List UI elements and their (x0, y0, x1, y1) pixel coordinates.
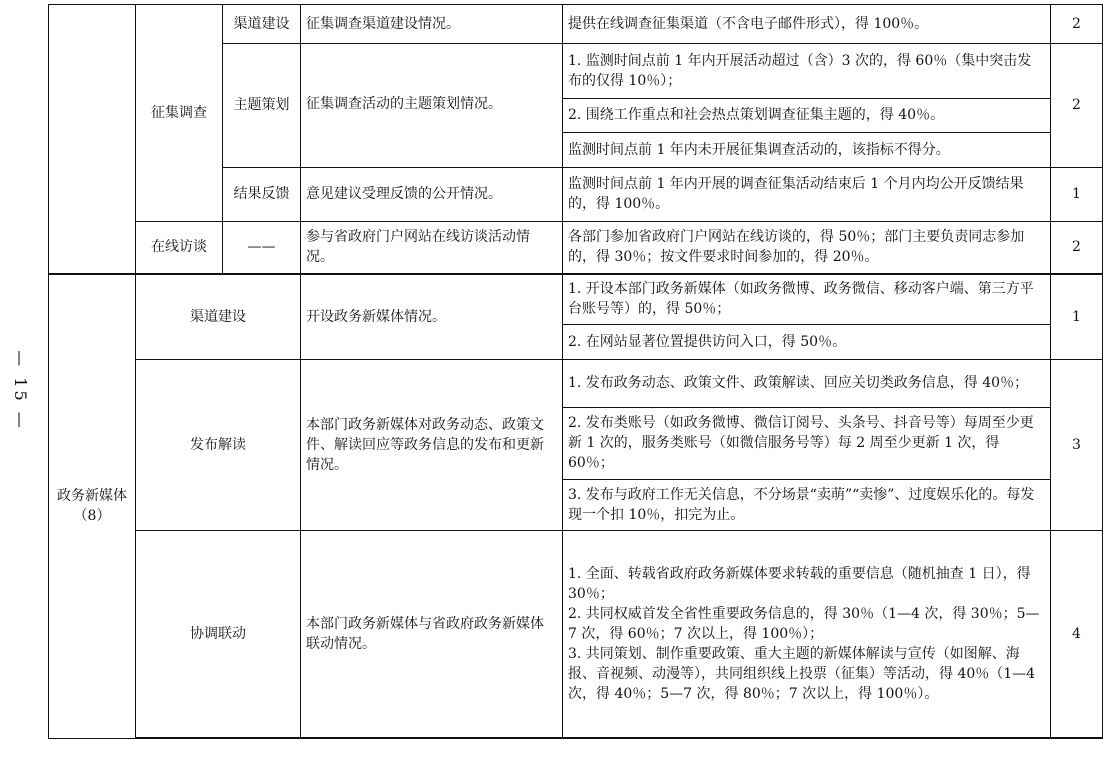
item-cell: —— (223, 222, 301, 274)
criteria-cell: 1. 监测时间点前 1 年内开展活动超过（含）3 次的，得 60％（集中突击发布的仅得 10％）； (563, 44, 1051, 99)
criteria-cell: 各部门参加省政府门户网站在线访谈的，得 50％；部门主要负责同志参加的，得 30％；按文件要求时间参加的，得 20％。 (563, 222, 1051, 274)
criteria-cell: 2. 发布类账号（如政务微博、微信订阅号、头条号、抖音号等）每周至少更新 1 次的，服务类账号（如微信服务号等）每 2 周至少更新 1 次，得 60％； (563, 408, 1051, 480)
criteria-line: 2. 共同权威首发全省性重要政务信息的，得 30％（1—4 次，得 30％；5—7 次，得 60％；7 次以上，得 100％）； (568, 605, 1040, 642)
category-name: 政务新媒体 (57, 488, 127, 505)
item-cell: 发布解读 (136, 359, 301, 530)
score-cell: 2 (1051, 222, 1103, 274)
content-cell: 参与省政府门户网站在线访谈活动情况。 (301, 222, 563, 274)
category-score: （8） (73, 508, 111, 525)
criteria-cell: 提供在线调查征集渠道（不含电子邮件形式），得 100％。 (563, 5, 1051, 44)
item-cell: 主题策划 (223, 44, 301, 167)
criteria-cell: 1. 开设本部门政务新媒体（如政务微博、政务微信、移动客户端、第三方平台账号等）的，得 50％； (563, 274, 1051, 325)
criteria-cell: 2. 围绕工作重点和社会热点策划调查征集主题的，得 40％。 (563, 98, 1051, 132)
category-cell (49, 274, 136, 738)
content-cell: 征集调查活动的主题策划情况。 (301, 44, 563, 167)
page-number: — 15 — (10, 349, 30, 431)
category-cell-prev (49, 5, 136, 274)
table-row (49, 5, 1103, 44)
evaluation-table (48, 4, 1103, 739)
table-row (49, 530, 1103, 738)
criteria-cell: 2. 在网站显著位置提供访问入口，得 50％。 (563, 324, 1051, 359)
content-cell: 意见建议受理反馈的公开情况。 (301, 167, 563, 222)
content-cell: 本部门政务新媒体与省政府政务新媒体联动情况。 (301, 530, 563, 738)
criteria-cell: 1. 发布政务动态、政策文件、政策解读、回应关切类政务信息，得 40％； (563, 359, 1051, 408)
item-cell: 渠道建设 (223, 5, 301, 44)
score-cell: 3 (1051, 359, 1103, 530)
subcategory-cell: 在线访谈 (136, 222, 223, 274)
criteria-cell: 监测时间点前 1 年内未开展征集调查活动的，该指标不得分。 (563, 132, 1051, 167)
criteria-cell: 监测时间点前 1 年内开展的调查征集活动结束后 1 个月内均公开反馈结果的，得 100％。 (563, 167, 1051, 222)
table-row (49, 359, 1103, 408)
criteria-line: 3. 共同策划、制作重要政策、重大主题的新媒体解读与宣传（如图解、海报、音视频、动漫等），共同组织线上投票（征集）等活动，得 40％（1—4 次，得 40％；5—7 次，得 80％；7 次以上，得 100％）。 (568, 645, 1036, 702)
score-cell: 2 (1051, 5, 1103, 44)
content-cell: 征集调查渠道建设情况。 (301, 5, 563, 44)
item-cell: 结果反馈 (223, 167, 301, 222)
item-cell: 协调联动 (136, 530, 301, 738)
subcategory-cell: 征集调查 (136, 5, 223, 222)
criteria-cell: 3. 发布与政府工作无关信息，不分场景“卖萌”“卖惨”、过度娱乐化的。每发现一个扣 10％，扣完为止。 (563, 479, 1051, 530)
item-cell: 渠道建设 (136, 274, 301, 359)
score-cell: 1 (1051, 167, 1103, 222)
content-cell: 开设政务新媒体情况。 (301, 274, 563, 359)
score-cell: 2 (1051, 44, 1103, 167)
criteria-cell (563, 530, 1051, 738)
score-cell: 1 (1051, 274, 1103, 359)
content-cell: 本部门政务新媒体对政务动态、政策文件、解读回应等政务信息的发布和更新情况。 (301, 359, 563, 530)
criteria-line: 1. 全面、转载省政府政务新媒体要求转载的重要信息（随机抽查 1 日），得 30％； (568, 565, 1031, 602)
score-cell: 4 (1051, 530, 1103, 738)
table-row (49, 222, 1103, 274)
table-row (49, 274, 1103, 325)
